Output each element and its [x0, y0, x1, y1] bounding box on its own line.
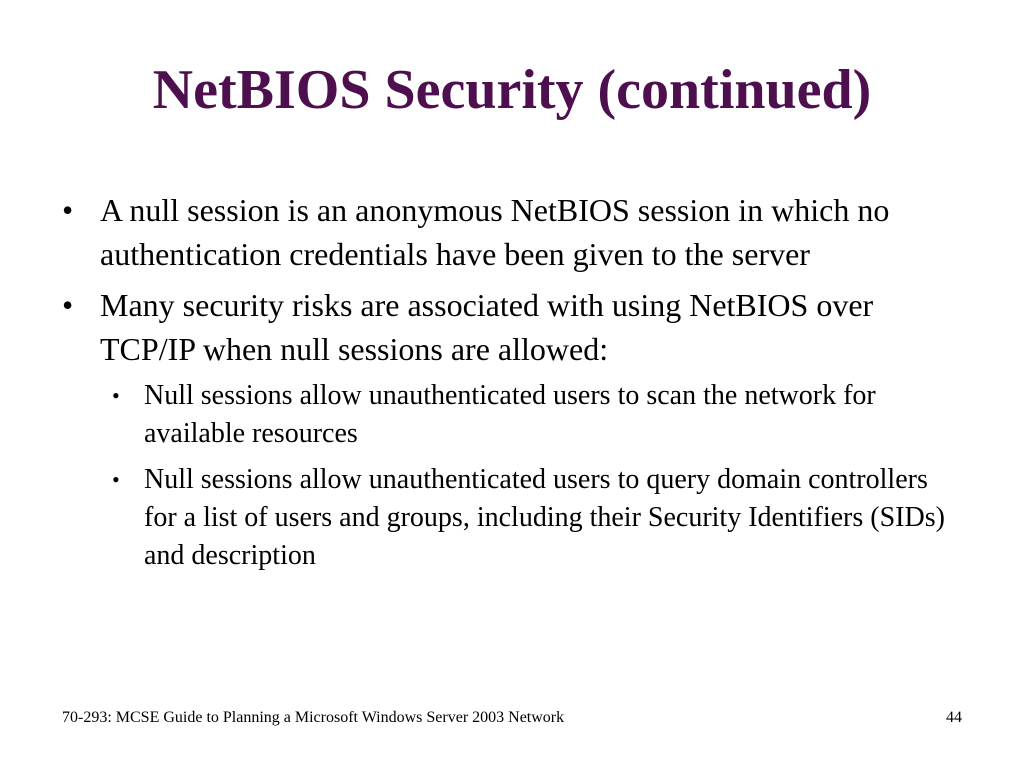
bullet-dot-icon: •	[62, 192, 74, 228]
bullet-item	[62, 188, 962, 276]
footer-course-title: 70-293: MCSE Guide to Planning a Microsoft Windows Server 2003 Network	[62, 709, 565, 726]
sub-bullet-dot-icon: •	[112, 467, 120, 492]
footer-page-number: 44	[946, 709, 962, 726]
sub-bullet-list	[100, 377, 962, 575]
sub-bullet-item	[112, 377, 962, 453]
slide-title: NetBIOS Security (continued)	[152, 59, 872, 121]
bullet-text: A null session is an anonymous NetBIOS session in which no authentication credentials have been given to the server	[100, 192, 890, 272]
sub-bullet-dot-icon: •	[112, 383, 120, 408]
sub-bullet-item	[112, 461, 962, 575]
bullet-text: Many security risks are associated with using NetBIOS over TCP/IP when null sessions are allowed:	[100, 287, 874, 367]
bullet-dot-icon: •	[62, 287, 74, 323]
bullet-list	[62, 188, 962, 583]
sub-bullet-text: Null sessions allow unauthenticated users to scan the network for available resources	[144, 380, 876, 449]
bullet-item	[62, 283, 962, 575]
sub-bullet-text: Null sessions allow unauthenticated users to query domain controllers for a list of users and groups, including their Security Identifiers (SIDs) and description	[144, 464, 945, 571]
